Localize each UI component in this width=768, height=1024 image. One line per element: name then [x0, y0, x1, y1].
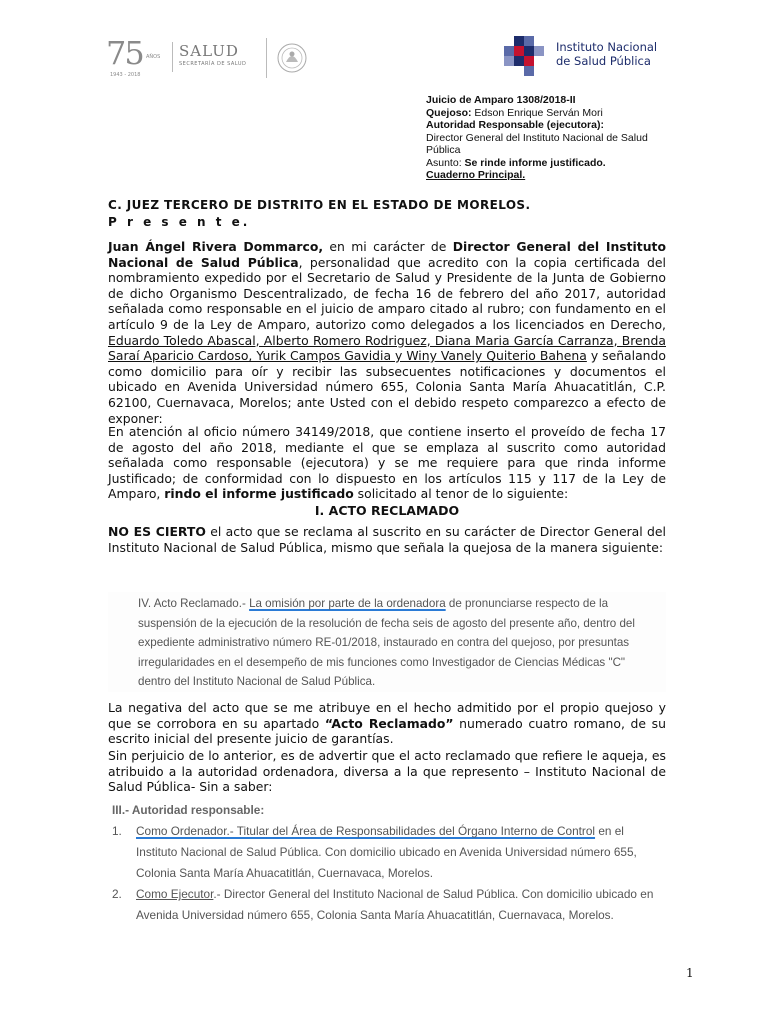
- insp-name: Instituto Nacional de Salud Pública: [556, 40, 658, 68]
- logo-75-years: 1943 - 2018: [110, 72, 141, 78]
- case-reference-block: [426, 94, 666, 182]
- paragraph-negativa: La negativa del acto que se me atribuye en el hecho admitido por el propio quejoso y que se corrobora en su apartado “Acto Reclamado” numerado cuatro romano, de su escrito inicial del presente juicio de garantías.: [108, 700, 666, 747]
- case-juicio: Juicio de Amparo 1308/2018-II: [426, 94, 576, 106]
- case-quejoso: Quejoso: Edson Enrique Serván Mori: [426, 106, 603, 119]
- insp-logo: [500, 36, 660, 72]
- paragraph-oficio: En atención al oficio número 34149/2018, que contiene inserto el proveído de fecha 17 de agosto del año 2018, mediante el que se emplaza al suscrito como autoridad señalada como responsable (ejecutora) y se me requiere para que rinda informe Justificado; de conformidad con lo dispuesto en los artículos 115 y 117 de la Ley de Amparo, rindo el informe justificado solicitado al tenor de lo siguiente:: [108, 424, 666, 502]
- page-number: 1: [686, 966, 694, 980]
- delegates-names: Eduardo Toledo Abascal, Alberto Romero Rodriguez, Diana Maria García Carranza, Brenda Saraí Aparicio Cardoso, Yurik Campos Gavidia y Winy Vanely Quiterio Bahena: [108, 332, 666, 364]
- section-heading-acto-reclamado: I. ACTO RECLAMADO: [314, 503, 460, 518]
- quoted-autoridad-responsable: [108, 800, 666, 926]
- quote2-item-ejecutor: 2. Como Ejecutor.- Director General del Instituto Nacional de Salud Pública. Con domicilio ubicado en Avenida Universidad número 655, Colonia Santa María Ahuacatitlán, Cuernavaca, Morelos.: [112, 887, 654, 922]
- letterhead: [0, 0, 768, 90]
- case-asunto: Asunto: Se rinde informe justificado.: [426, 156, 606, 169]
- case-cuaderno: Cuaderno Principal.: [426, 169, 526, 181]
- insp-logo-mark-icon: [500, 36, 552, 76]
- logo-75-anos: AÑOS: [146, 54, 161, 60]
- addressee-presente: P r e s e n t e.: [108, 215, 251, 229]
- addressee: [108, 197, 530, 231]
- quoted-acto-reclamado: IV. Acto Reclamado.- La omisión por parte de la ordenadora de pronunciarse respecto de la suspensión de la ejecución de la resolución de fecha seis de agosto del presente año, dentro del expediente administrativo número RE-01/2018, instaurado en contra del quejoso, por presuntas irregularidades en el desempeño de mis funciones como Investigador de Ciencias Médicas "C" dentro del Instituto Nacional de Salud Pública.: [108, 592, 666, 692]
- quote2-heading: III.- Autoridad responsable:: [112, 803, 265, 817]
- salud-subtitle: SECRETARÍA DE SALUD: [179, 61, 247, 67]
- quote2-item-ordenador: 1. Como Ordenador.- Titular del Área de Responsabilidades del Órgano Interno de Control en el Instituto Nacional de Salud Pública. Con domicilio ubicado en Avenida Universidad número 655, Colonia Santa María Ahuacatitlán, Cuernavaca, Morelos.: [112, 824, 637, 880]
- paragraph-introduction: Juan Ángel Rivera Dommarco, en mi carácter de Director General del Instituto Nacional de Salud Pública, personalidad que acredito con la copia certificada del nombramiento expedido por el Secretario de Salud y Presidente de la Junta de Gobierno de dicho Organismo Descentralizado, de fecha 16 de febrero del año 2017, autoridad señalada como responsable en el juicio de amparo citado al rubro; con fundamento en el artículo 9 de la Ley de Amparo, autorizo como delegados a los licenciados en Derecho, Eduardo Toledo Abascal, Alberto Romero Rodriguez, Diana Maria García Carranza, Brenda Saraí Aparicio Cardoso, Yurik Campos Gavidia y Winy Vanely Quiterio Bahena y señalando como domicilio para oír y recibir las subsecuentes notificaciones y documentos el ubicado en Avenida Universidad número 655, Colonia Santa María Ahuacatitlán, C.P. 62100, Cuernavaca, Morelos; ante Usted con el debido respeto comparezco a efecto de exponer:: [108, 239, 666, 426]
- anniversary-75-logo: [106, 36, 166, 78]
- logo-75-number: 75: [106, 34, 143, 72]
- salud-logo: [172, 42, 262, 72]
- case-autoridad-value: Director General del Instituto Nacional de Salud Pública: [426, 131, 648, 156]
- addressee-judge: C. JUEZ TERCERO DE DISTRITO EN EL ESTADO DE MORELOS.: [108, 198, 531, 212]
- mexico-eagle-seal-icon: [266, 38, 316, 78]
- salud-title: SALUD: [179, 42, 239, 60]
- case-autoridad-label: Autoridad Responsable (ejecutora):: [426, 119, 604, 131]
- paragraph-no-es-cierto: NO ES CIERTO el acto que se reclama al suscrito en su carácter de Director General del Instituto Nacional de Salud Pública, mismo que señala la quejosa de la manera siguiente:: [108, 524, 666, 555]
- paragraph-sin-perjuicio: Sin perjuicio de lo anterior, es de advertir que el acto reclamado que refiere le aqueja, es atribuido a la autoridad ordenadora, diversa a la que represento – Instituto Nacional de Salud Pública- Sin a saber:: [108, 748, 666, 795]
